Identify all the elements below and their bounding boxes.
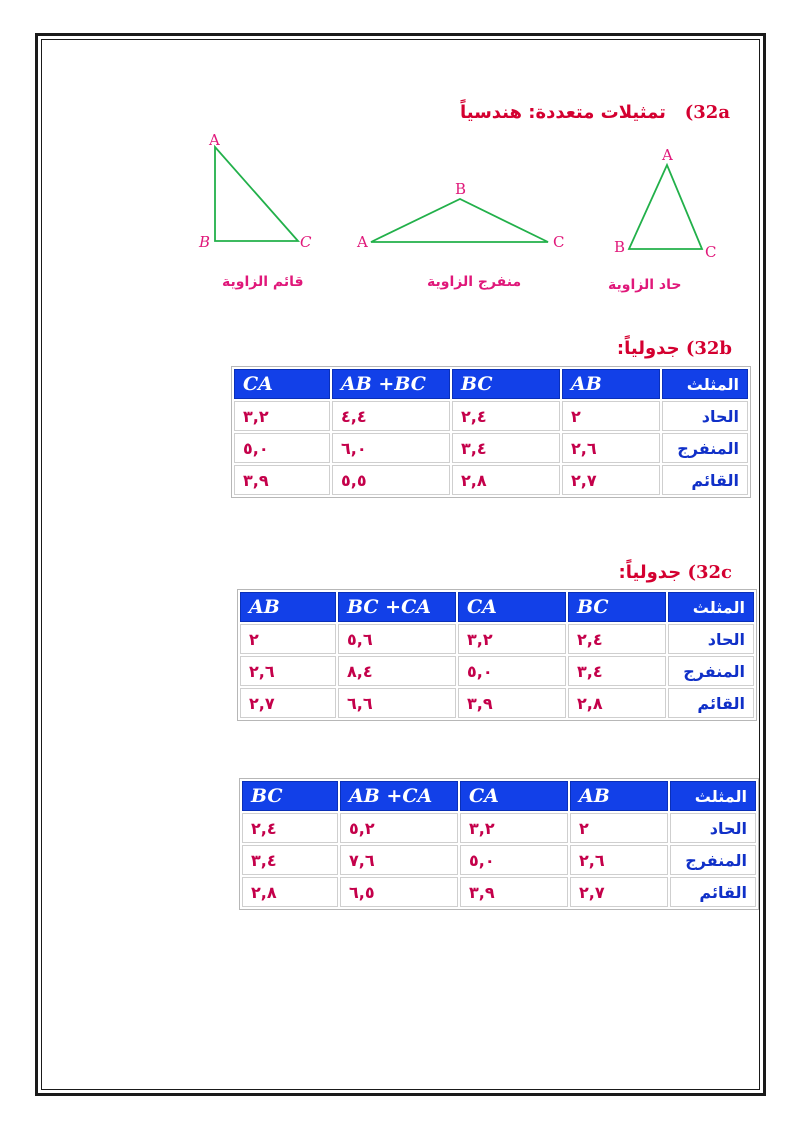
acute-triangle-vertex-c: C [705, 243, 717, 261]
heading-32a-text: تمثيلات متعددة: هندسياً [459, 102, 666, 123]
cell: ٢,٦ [562, 433, 660, 463]
cell: ٣,٩ [460, 877, 568, 907]
cell: ٢,٦ [240, 656, 336, 686]
col-header: المثلث [662, 369, 748, 399]
row-label: القائم [662, 465, 748, 495]
col-header: BC [568, 592, 666, 622]
cell: ٣,٢ [460, 813, 568, 843]
obtuse-triangle-vertex-c: C [553, 233, 565, 251]
row-label: الحاد [668, 624, 754, 654]
table-32c-second [240, 779, 758, 909]
right-triangle-vertex-b: B [199, 233, 211, 251]
row-label: القائم [668, 688, 754, 718]
row-label: المنفرج [668, 656, 754, 686]
col-header: CA [458, 592, 566, 622]
cell: ٢,٧ [562, 465, 660, 495]
table-header-row [234, 369, 748, 399]
right-triangle-vertex-a: A [209, 131, 220, 149]
cell: ٨,٤ [338, 656, 456, 686]
table-row [242, 877, 756, 907]
table-row [242, 845, 756, 875]
table-row [234, 401, 748, 431]
table-header-row [240, 592, 754, 622]
cell: ٢,٧ [240, 688, 336, 718]
col-header: BC [452, 369, 560, 399]
table-32b [232, 367, 750, 497]
cell: ٦,٥ [340, 877, 458, 907]
cell: ٢,٤ [568, 624, 666, 654]
col-header: AB +BC [332, 369, 450, 399]
right-triangle-vertex-c: C [300, 233, 312, 251]
triangles-figure [0, 0, 800, 300]
cell: ٥,٦ [338, 624, 456, 654]
col-header: BC [242, 781, 338, 811]
cell: ٤,٤ [332, 401, 450, 431]
col-header: AB +CA [340, 781, 458, 811]
acute-triangle-vertex-b: B [614, 238, 626, 256]
col-header: AB [240, 592, 336, 622]
cell: ٥,٢ [340, 813, 458, 843]
heading-32c-number: 32c) [687, 562, 732, 583]
cell: ٣,٤ [452, 433, 560, 463]
cell: ٢ [570, 813, 668, 843]
acute-triangle-vertex-a: A [662, 146, 673, 164]
cell: ٣,٤ [242, 845, 338, 875]
cell: ٦,٠ [332, 433, 450, 463]
col-header: CA [234, 369, 330, 399]
table-row [240, 624, 754, 654]
cell: ٦,٦ [338, 688, 456, 718]
cell: ٢ [562, 401, 660, 431]
row-label: القائم [670, 877, 756, 907]
table-32c [238, 590, 756, 720]
table-row [240, 656, 754, 686]
heading-32b [617, 338, 732, 359]
row-label: المنفرج [670, 845, 756, 875]
cell: ٢,٧ [570, 877, 668, 907]
row-label: الحاد [662, 401, 748, 431]
cell: ٥,٠ [234, 433, 330, 463]
cell: ٢,٨ [568, 688, 666, 718]
col-header: AB [562, 369, 660, 399]
row-label: المنفرج [662, 433, 748, 463]
heading-32b-number: 32b) [685, 338, 732, 359]
col-header: CA [460, 781, 568, 811]
cell: ٢,٤ [452, 401, 560, 431]
table-row [234, 465, 748, 495]
table-row [234, 433, 748, 463]
obtuse-triangle-caption: منفرج الزاوية [427, 274, 522, 290]
heading-32a-number: 32a) [684, 102, 730, 123]
acute-triangle-caption: حاد الزاوية [608, 277, 682, 293]
cell: ٢,٦ [570, 845, 668, 875]
cell: ٣,٢ [234, 401, 330, 431]
cell: ٢,٨ [452, 465, 560, 495]
table-row [240, 688, 754, 718]
cell: ٣,٩ [234, 465, 330, 495]
obtuse-triangle-vertex-b: B [455, 180, 467, 198]
cell: ٣,٩ [458, 688, 566, 718]
cell: ٣,٢ [458, 624, 566, 654]
col-header: BC +CA [338, 592, 456, 622]
cell: ٢ [240, 624, 336, 654]
row-label: الحاد [670, 813, 756, 843]
heading-32b-text: جدولياً: [616, 338, 680, 359]
obtuse-triangle-vertex-a: A [357, 233, 368, 251]
col-header: المثلث [668, 592, 754, 622]
heading-32c-text: جدولياً: [618, 562, 682, 583]
col-header: المثلث [670, 781, 756, 811]
cell: ٧,٦ [340, 845, 458, 875]
cell: ٥,٠ [460, 845, 568, 875]
table-row [242, 813, 756, 843]
cell: ٢,٤ [242, 813, 338, 843]
right-triangle [215, 147, 298, 241]
right-triangle-caption: قائم الزاوية [222, 274, 304, 290]
table-header-row [242, 781, 756, 811]
cell: ٣,٤ [568, 656, 666, 686]
heading-32c [619, 562, 732, 583]
cell: ٢,٨ [242, 877, 338, 907]
acute-triangle [629, 165, 702, 249]
obtuse-triangle [371, 199, 548, 242]
cell: ٥,٥ [332, 465, 450, 495]
col-header: AB [570, 781, 668, 811]
cell: ٥,٠ [458, 656, 566, 686]
